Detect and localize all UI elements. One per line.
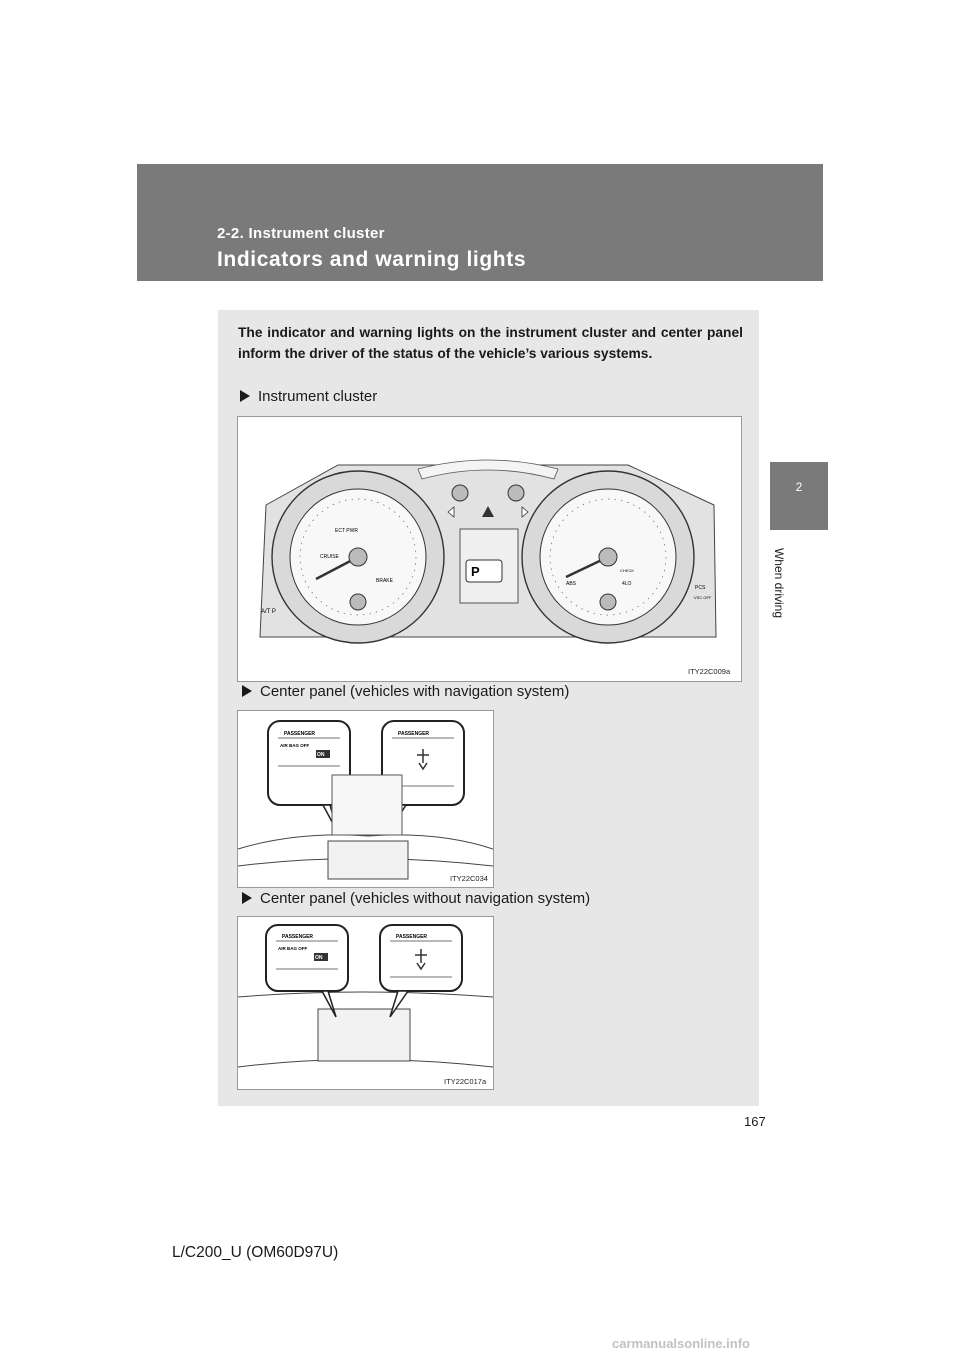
figure-code: ITY22C009a bbox=[688, 667, 731, 676]
instrument-cluster-figure bbox=[237, 416, 742, 682]
instrument-cluster-illustration bbox=[238, 417, 741, 681]
on-badge: ON bbox=[317, 752, 325, 758]
section-header-bar bbox=[137, 164, 823, 281]
on-badge: ON bbox=[315, 955, 323, 961]
cruise-label: CRUISE bbox=[320, 554, 339, 560]
air-bag-off-label: AIR BAG OFF bbox=[280, 743, 310, 748]
chapter-side-label bbox=[763, 540, 791, 630]
figure-code: ITY22C017a bbox=[444, 1077, 487, 1086]
page-title: Indicators and warning lights bbox=[217, 248, 527, 271]
check-label: CHECK bbox=[620, 568, 635, 573]
page-number: 167 bbox=[744, 1114, 766, 1129]
bullet-label: Instrument cluster bbox=[258, 388, 378, 405]
park-indicator-label: P bbox=[471, 564, 480, 579]
intro-paragraph: The indicator and warning lights on the instrument cluster and center panel inform the driver of the status of the vehicle’s various systems. bbox=[238, 325, 743, 361]
center-panel-no-navigation-illustration bbox=[238, 917, 493, 1089]
four-lo-label: 4LO bbox=[622, 581, 632, 587]
chapter-label: When driving bbox=[772, 547, 786, 619]
watermark[interactable]: carmanualsonline.info bbox=[612, 1336, 750, 1351]
vsc-off-label: VSC OFF bbox=[694, 595, 712, 600]
bullet-label: Center panel (vehicles without navigation system) bbox=[260, 890, 591, 907]
passenger-label-left: PASSENGER bbox=[282, 934, 314, 940]
section-bullet-without-navigation bbox=[242, 890, 590, 907]
chapter-tab[interactable] bbox=[770, 462, 828, 530]
center-panel-no-navigation-figure bbox=[237, 916, 494, 1090]
bullet-arrow-icon bbox=[240, 390, 250, 402]
chapter-number: 2 bbox=[795, 480, 803, 494]
section-label: 2-2. Instrument cluster bbox=[217, 225, 385, 242]
center-panel-navigation-illustration bbox=[238, 711, 493, 887]
center-panel-navigation-figure bbox=[237, 710, 494, 888]
bullet-arrow-icon bbox=[242, 685, 252, 697]
passenger-label-left: PASSENGER bbox=[284, 731, 316, 737]
pcs-label: PCS bbox=[695, 585, 706, 591]
brake-label: BRAKE bbox=[376, 578, 393, 584]
at-p-label: A/T P bbox=[261, 609, 276, 615]
section-bullet-instrument-cluster bbox=[240, 388, 377, 405]
figure-code: ITY22C034 bbox=[450, 874, 488, 883]
ect-pwr-label: ECT PWR bbox=[335, 528, 358, 534]
abs-label: ABS bbox=[566, 581, 577, 587]
section-bullet-with-navigation bbox=[242, 683, 569, 700]
air-bag-off-label: AIR BAG OFF bbox=[278, 946, 308, 951]
bullet-arrow-icon bbox=[242, 892, 252, 904]
passenger-label-right: PASSENGER bbox=[396, 934, 428, 940]
footer-code: L/C200_U (OM60D97U) bbox=[172, 1244, 339, 1261]
passenger-label-right: PASSENGER bbox=[398, 731, 430, 737]
content-panel bbox=[218, 310, 759, 1106]
bullet-label: Center panel (vehicles with navigation system) bbox=[260, 683, 570, 700]
